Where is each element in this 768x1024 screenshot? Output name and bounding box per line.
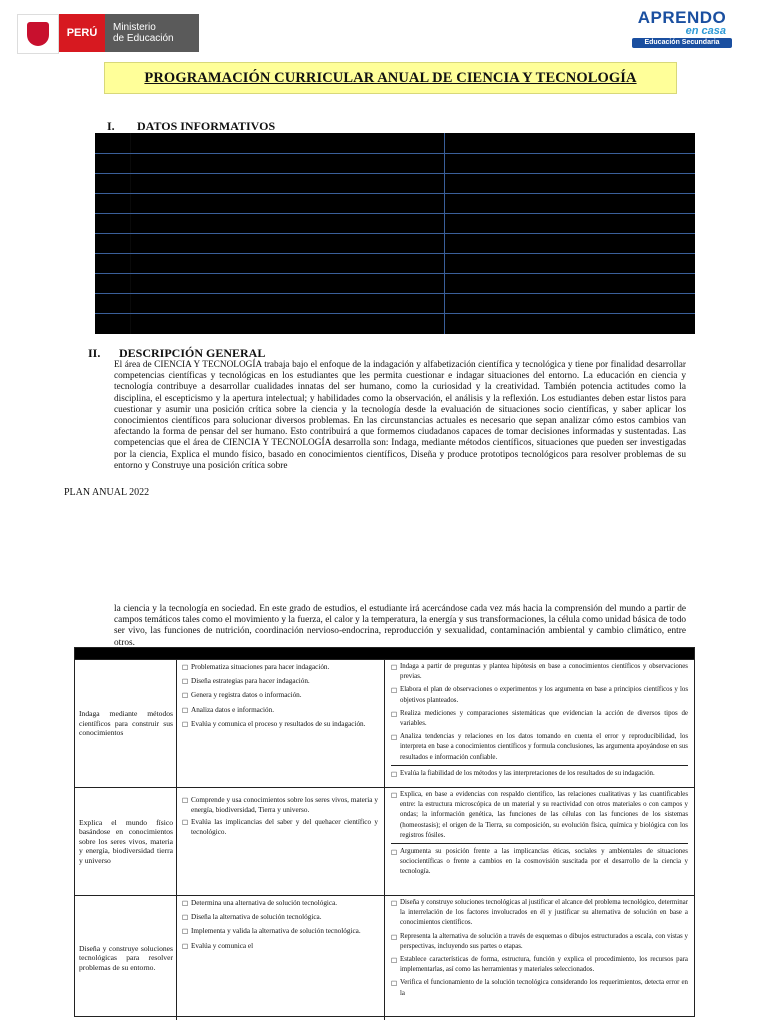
capacities-cell: □ Comprende y usa conocimientos sobre los seres vivos, materia y energía, biodiversidad, Tierra y universo. □ Evalúa las implicancias del saber y del quehacer científico y tecnológico.	[176, 788, 384, 895]
performances-cell: □ Diseña y construye soluciones tecnológicas al justificar el alcance del problema tecnológico, determinar la interrelación de los factores involucrados en él y justificar su alternativa de solución en base a conocimientos científicos. □ Representa la alternativa de solución a través de esquemas o dibujos estructurados a escala, con vistas y perspectivas, incluyendo sus partes o etapas. □ Establece características de forma, estructura, función y explica el procedimiento, los recursos para implementarlas, así como las herramientas y materiales seleccionados. □ Verifica el funcionamiento de la solución tecnológica considerando los requerimientos, detecta error en la	[384, 896, 694, 1020]
document-title: PROGRAMACIÓN CURRICULAR ANUAL DE CIENCIA Y TECNOLOGÍA	[144, 69, 637, 86]
competency-name: Indaga mediante métodos científicos para construir sus conocimientos	[79, 709, 173, 738]
section-1-heading: I. DATOS INFORMATIVOS	[107, 119, 276, 133]
description-paragraph-1: El área de CIENCIA Y TECNOLOGÍA trabaja bajo el enfoque de la indagación y alfabetización científica y tecnológica y tiene por finalidad desarrollar competencias científicas y tecnológicas en los estudiantes que les permita cuestionar e indagar situaciones del entorno. La educación en ciencia y tecnología contribuye a desarrollar cualidades innatas del ser humano, como la curiosidad y la creatividad. También potencia actitudes como la disciplina, el escepticismo y la apertura intelectual; y habilidades como la observación, el análisis y la reflexión. Los estudiantes deben estar listos para cuestionar y asumir una posición crítica sobre la ciencia y la tecnología desde la evaluación de situaciones socio científicas, y saber aplicar los conocimientos científicos para solucionar diversos problemas. En las circunstancias actuales es necesario que sepan analizar cómo estos cambios van afectando la forma de pensar del ser humano. Esto contribuirá a que formemos ciudadanos capaces de tomar decisiones informadas y sustentadas. Las competencias que el área de CIENCIA Y TECNOLOGÍA desarrolla son: Indaga, mediante métodos científicos, situaciones que pueden ser investigadas por la ciencia, Explica el mundo físico, basado en conocimientos científicos, Diseña y produce prototipos tecnológicos para resolver problemas de su entorno y Construye una posición crítica sobre	[114, 360, 686, 471]
datos-informativos-table	[95, 133, 695, 334]
document-title-box	[104, 62, 677, 94]
minedu-logo	[17, 14, 199, 52]
competency-name: Explica el mundo físico basándose en conocimientos sobre los seres vivos, materia y energía, biodiversidad tierra y universo	[79, 817, 173, 865]
capacities-cell: □ Determina una alternativa de solución tecnológica. □ Diseña la alternativa de solución tecnológica. □ Implementa y valida la alternativa de solución tecnológica. □ Evalúa y comunica el	[176, 896, 384, 1020]
section-2-heading: II. DESCRIPCIÓN GENERAL	[88, 346, 266, 360]
description-paragraph-2: la ciencia y la tecnología en sociedad. En este grado de estudios, el estudiante irá acercándose cada vez más hacia la comprensión del mundo a partir de campos temáticos tales como el movimiento y la fuerza, el calor y la temperatura, la energía y sus transformaciones, la célula como unidad básica de todo ser vivo, las funciones de nutrición, coordinación nervioso-endocrina, reproducción y sexualidad, contaminación ambiental y cambio climático, entre otros.	[114, 604, 686, 648]
aprendo-en-casa-logo: APRENDO en casa Educación Secundaria	[632, 9, 732, 49]
competency-name: Diseña y construye soluciones tecnológicas para resolver problemas de su entorno.	[79, 943, 173, 972]
peru-shield-icon	[17, 14, 59, 54]
table-row	[75, 787, 694, 895]
capacities-cell: □ Problematiza situaciones para hacer indagación. □ Diseña estrategias para hacer indagación. □ Genera y registra datos o información. □ Analiza datos e información. □ Evalúa y comunica el proceso y resultados de su indagación.	[176, 660, 384, 787]
competencies-table	[74, 647, 695, 1017]
table-header-bar	[75, 648, 694, 659]
table-row	[75, 895, 694, 1020]
ministry-label: Ministerio de Educación	[105, 14, 199, 52]
plan-label: PLAN ANUAL 2022	[64, 487, 150, 498]
performances-cell: □ Explica, en base a evidencias con respaldo científico, las relaciones cualitativas y las cuantificables entre: la estructura microscópica de un material y su reactividad con otros materiales o con campos y ondas; la información genética, las funciones de las células con las funciones de los sistemas (homeostasis); el origen de la Tierra, su composición, su evolución física, química y biológica con los registros fósiles. □ Argumenta su posición frente a las implicancias éticas, sociales y ambientales de situaciones sociocientíficas o frente a cambios en la cosmovisión suscitada por el desarrollo de la ciencia y tecnología.	[384, 788, 694, 895]
performances-cell: □ Indaga a partir de preguntas y plantea hipótesis en base a conocimientos científicos y observaciones previas. □ Elabora el plan de observaciones o experimentos y los argumenta en base a principios científicos y los objetivos planteados. □ Realiza mediciones y comparaciones sistemáticas que evidencian la acción de diversos tipos de variables. □ Analiza tendencias y relaciones en los datos tomando en cuenta el error y reproducibilidad, los interpreta en base a conocimientos científicos y formula conclusiones, las argumenta apoyándose en sus resultados e información confiable. □ Evalúa la fiabilidad de los métodos y las interpretaciones de los resultados de su indagación.	[384, 660, 694, 787]
table-row	[75, 659, 694, 787]
peru-label: PERÚ	[59, 14, 105, 52]
